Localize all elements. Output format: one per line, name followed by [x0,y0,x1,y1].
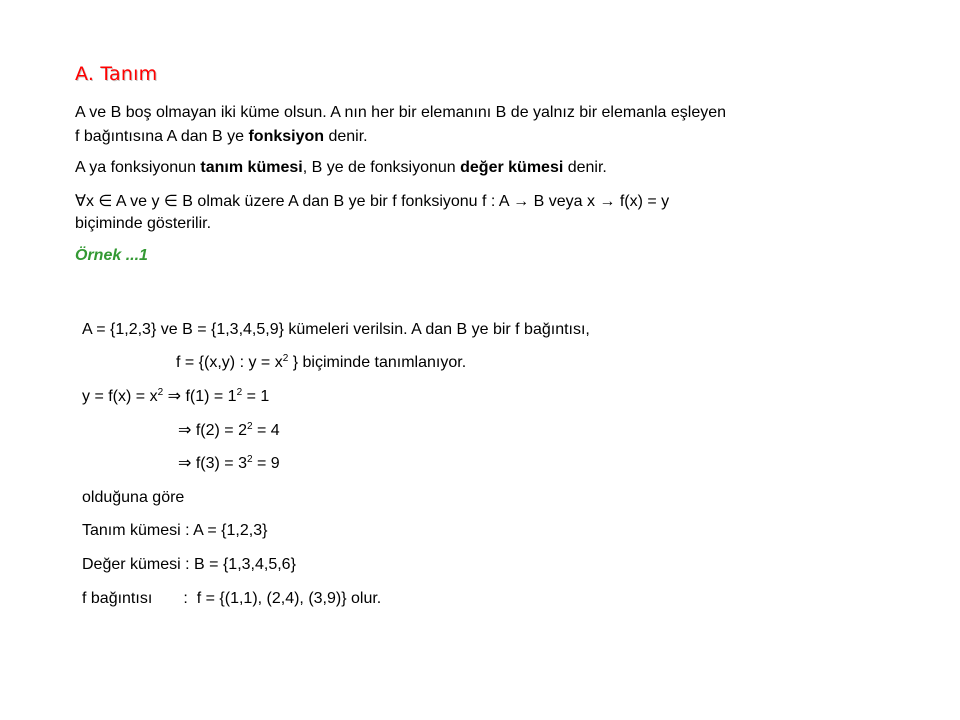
definition-line-3-mid: , B ye de fonksiyonun [302,159,461,176]
example-codomain: Değer kümesi : B = {1,3,4,5,6} [82,556,296,573]
example-step-3 [178,454,280,474]
definition-line-1: A ve B boş olmayan iki küme olsun. A nın her bir elemanını B de yalnız bir elemanla eşleyen [75,104,727,121]
step-3-exponent: 2 [246,454,253,465]
example-conclusion: olduğuna göre [82,489,185,506]
term-deger-kumesi: değer kümesi [460,159,564,176]
step-2-end: = 4 [252,422,280,439]
section-heading: A. Tanım [75,63,158,85]
f-def-exponent: 2 [282,353,289,364]
example-given: A = {1,2,3} ve B = {1,3,4,5,9} kümeleri verilsin. A dan B ye bir f bağıntısı, [82,321,590,338]
step-1-end: = 1 [242,388,270,405]
definition-line-2-end: denir. [324,128,368,145]
example-domain: Tanım kümesi : A = {1,2,3} [82,522,268,539]
definition-line-5: biçiminde gösterilir. [75,215,212,232]
step-1-mid: ⇒ f(1) = 1 [163,388,237,405]
step-1-exponent-1: 2 [157,387,164,398]
f-def-text: f = {(x,y) : y = x [176,354,283,371]
step-2-text: ⇒ f(2) = 2 [178,422,247,439]
definition-line-2-text: f bağıntısına A dan B ye [75,128,249,145]
term-fonksiyon: fonksiyon [248,128,325,145]
example-step-1 [82,387,269,407]
definition-line-3-text: A ya fonksiyonun [75,159,201,176]
definition-line-2 [75,127,368,147]
step-2-exponent: 2 [246,421,253,432]
term-tanim-kumesi: tanım kümesi [200,159,303,176]
example-function-definition [176,353,466,373]
step-1-text: y = f(x) = x [82,388,158,405]
example-relation: f bağıntısı : f = {(1,1), (2,4), (3,9)} olur. [82,590,382,607]
step-3-text: ⇒ f(3) = 3 [178,455,247,472]
definition-line-4: ∀x ∈ A ve y ∈ B olmak üzere A dan B ye bir f fonksiyonu f : A → B veya x → f(x) = y [75,193,670,210]
definition-line-3-end: denir. [563,159,607,176]
example-label: Örnek ...1 [75,247,148,264]
example-step-2 [178,421,280,441]
step-1-exponent-2: 2 [236,387,243,398]
f-def-end: } biçiminde tanımlanıyor. [288,354,467,371]
step-3-end: = 9 [252,455,280,472]
definition-line-3 [75,158,607,178]
